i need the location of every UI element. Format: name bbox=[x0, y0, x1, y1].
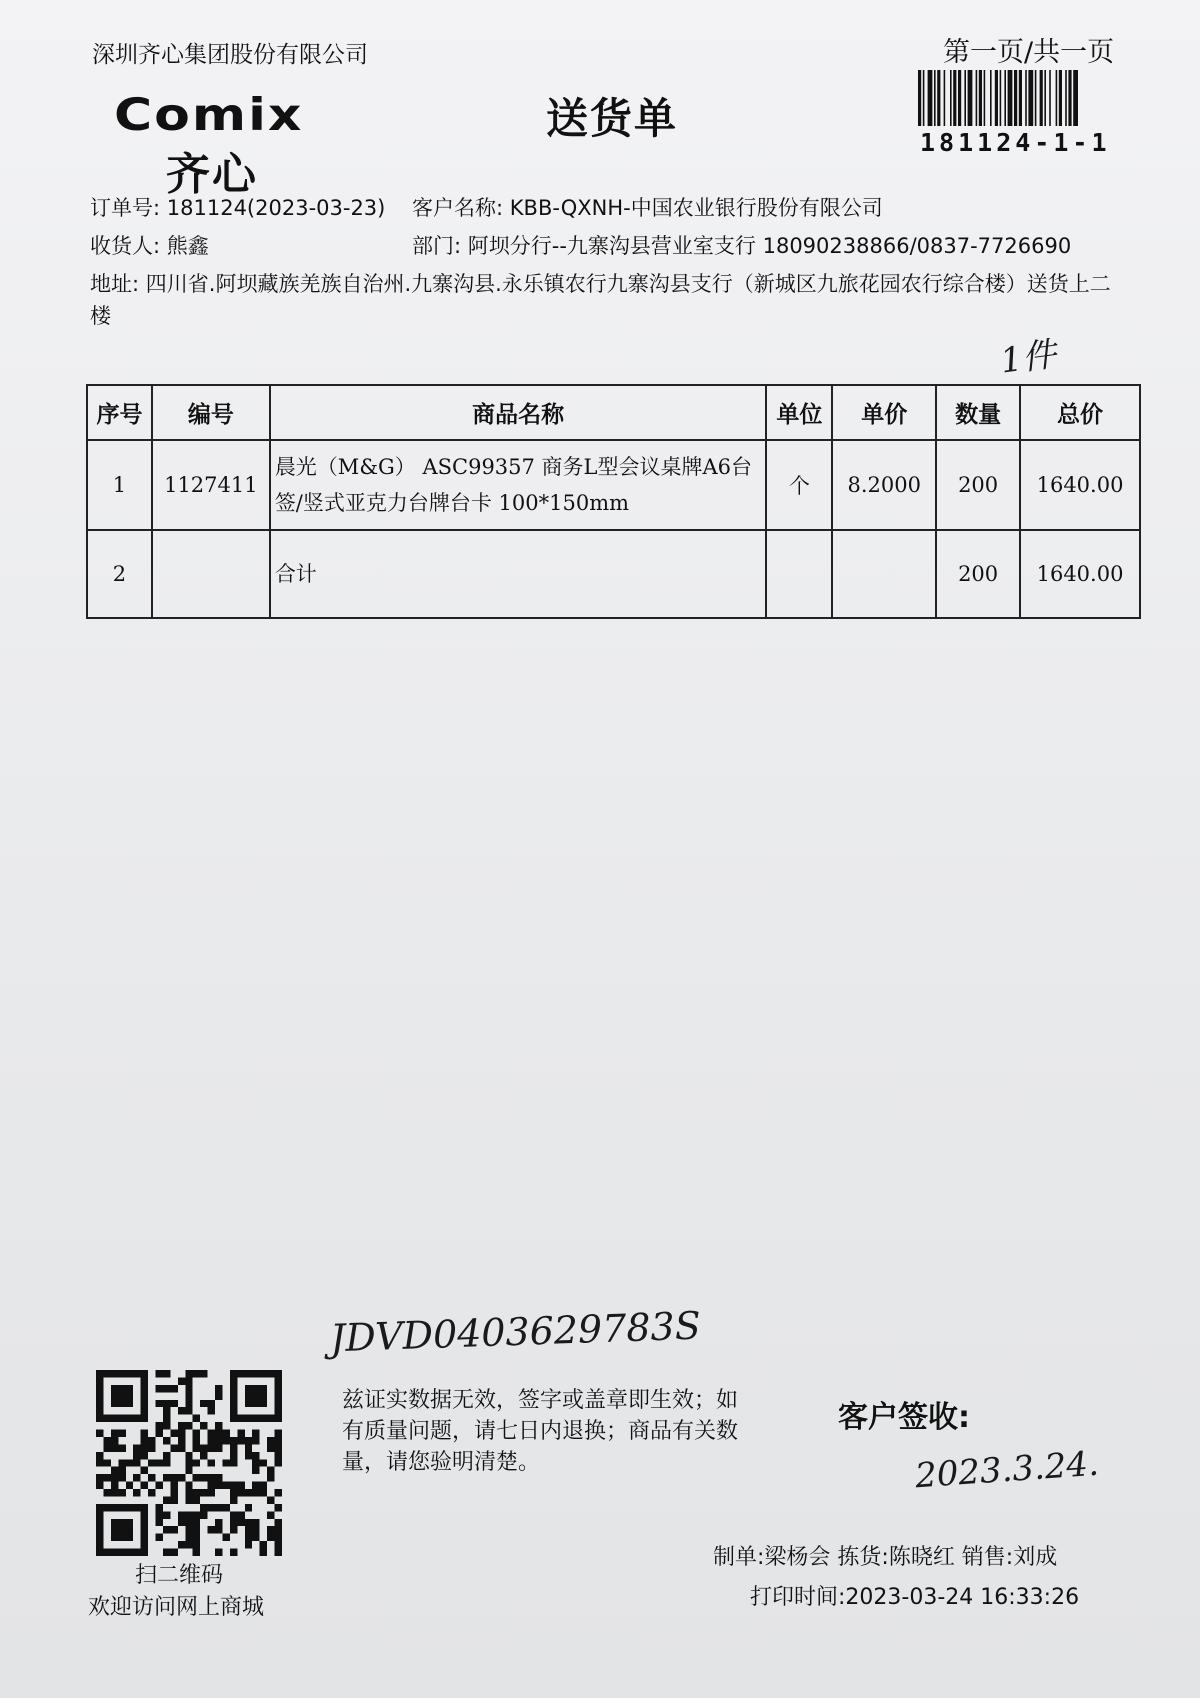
order-number-label: 订单号: bbox=[90, 196, 161, 220]
qr-caption-scan: 扫二维码 bbox=[135, 1563, 224, 1588]
cell-qty: 200 bbox=[936, 440, 1020, 530]
receiver-label: 收货人: bbox=[90, 234, 161, 258]
col-header-total: 总价 bbox=[1020, 385, 1140, 440]
cell-unit: 个 bbox=[766, 440, 832, 530]
table-header-row bbox=[87, 385, 1140, 440]
address-value: 四川省.阿坝藏族羌族自治州.九寨沟县.永乐镇农行九寨沟县支行（新城区九旅花园农行综合楼）送货上二楼 bbox=[90, 272, 1111, 328]
cell-qty: 200 bbox=[936, 530, 1020, 618]
cell-total: 1640.00 bbox=[1020, 440, 1140, 530]
table-row bbox=[87, 530, 1140, 618]
handwritten-sign-date: 2023.3.24. bbox=[913, 1443, 1101, 1497]
qr-code-image bbox=[96, 1370, 282, 1556]
cell-seq: 2 bbox=[87, 530, 152, 618]
customer-name-label: 客户名称: bbox=[412, 196, 504, 220]
cell-code: 1127411 bbox=[152, 440, 270, 530]
company-name: 深圳齐心集团股份有限公司 bbox=[92, 42, 368, 68]
customer-name bbox=[412, 192, 883, 222]
col-header-unit: 单位 bbox=[766, 385, 832, 440]
cell-price: 8.2000 bbox=[832, 440, 936, 530]
receiver bbox=[90, 230, 209, 260]
barcode-image bbox=[918, 70, 1134, 126]
cell-name: 合计 bbox=[270, 530, 767, 618]
cell-seq: 1 bbox=[87, 440, 152, 530]
cell-total: 1640.00 bbox=[1020, 530, 1140, 618]
department-label: 部门: bbox=[412, 234, 462, 258]
cell-code bbox=[152, 530, 270, 618]
staff-info: 制单:梁杨会 拣货:陈晓红 销售:刘成 bbox=[713, 1545, 1058, 1570]
handwritten-tracking-number: JDVD0403629783S bbox=[329, 1303, 702, 1361]
qr-caption-mall: 欢迎访问网上商城 bbox=[88, 1595, 265, 1620]
cell-name: 晨光（M&G） ASC99357 商务L型会议桌牌A6台签/竖式亚克力台牌台卡 100*150mm bbox=[270, 440, 767, 530]
logo-chinese-text: 齐心 bbox=[166, 149, 258, 200]
order-number-value: 181124(2023-03-23) bbox=[166, 196, 386, 220]
customer-name-value: KBB-QXNH-中国农业银行股份有限公司 bbox=[509, 196, 883, 220]
department-value: 阿坝分行--九寨沟县营业室支行 18090238866/0837-7726690 bbox=[467, 234, 1072, 258]
comix-logo bbox=[114, 90, 344, 200]
cell-price bbox=[832, 530, 936, 618]
col-header-price: 单价 bbox=[832, 385, 936, 440]
address bbox=[90, 268, 1130, 332]
handwritten-quantity-note: 1件 bbox=[997, 334, 1059, 382]
table-row bbox=[87, 440, 1140, 530]
logo-english-text: Comix bbox=[114, 90, 304, 141]
notice-text: 兹证实数据无效，签字或盖章即生效；如有质量问题，请七日内退换；商品有关数量，请您验明清楚。 bbox=[342, 1388, 739, 1475]
cell-unit bbox=[766, 530, 832, 618]
document-title: 送货单 bbox=[546, 94, 679, 143]
goods-table bbox=[86, 384, 1141, 619]
print-time: 打印时间:2023-03-24 16:33:26 bbox=[750, 1585, 1080, 1610]
col-header-qty: 数量 bbox=[936, 385, 1020, 440]
receiver-value: 熊鑫 bbox=[166, 234, 209, 258]
address-label: 地址: bbox=[90, 272, 140, 296]
col-header-seq: 序号 bbox=[87, 385, 152, 440]
customer-sign-label: 客户签收: bbox=[838, 1400, 970, 1435]
order-number bbox=[90, 192, 385, 222]
col-header-name: 商品名称 bbox=[270, 385, 767, 440]
col-header-code: 编号 bbox=[152, 385, 270, 440]
department bbox=[412, 230, 1071, 260]
barcode-number: 181124-1-1 bbox=[920, 128, 1111, 157]
page-indicator: 第一页/共一页 bbox=[943, 37, 1115, 68]
